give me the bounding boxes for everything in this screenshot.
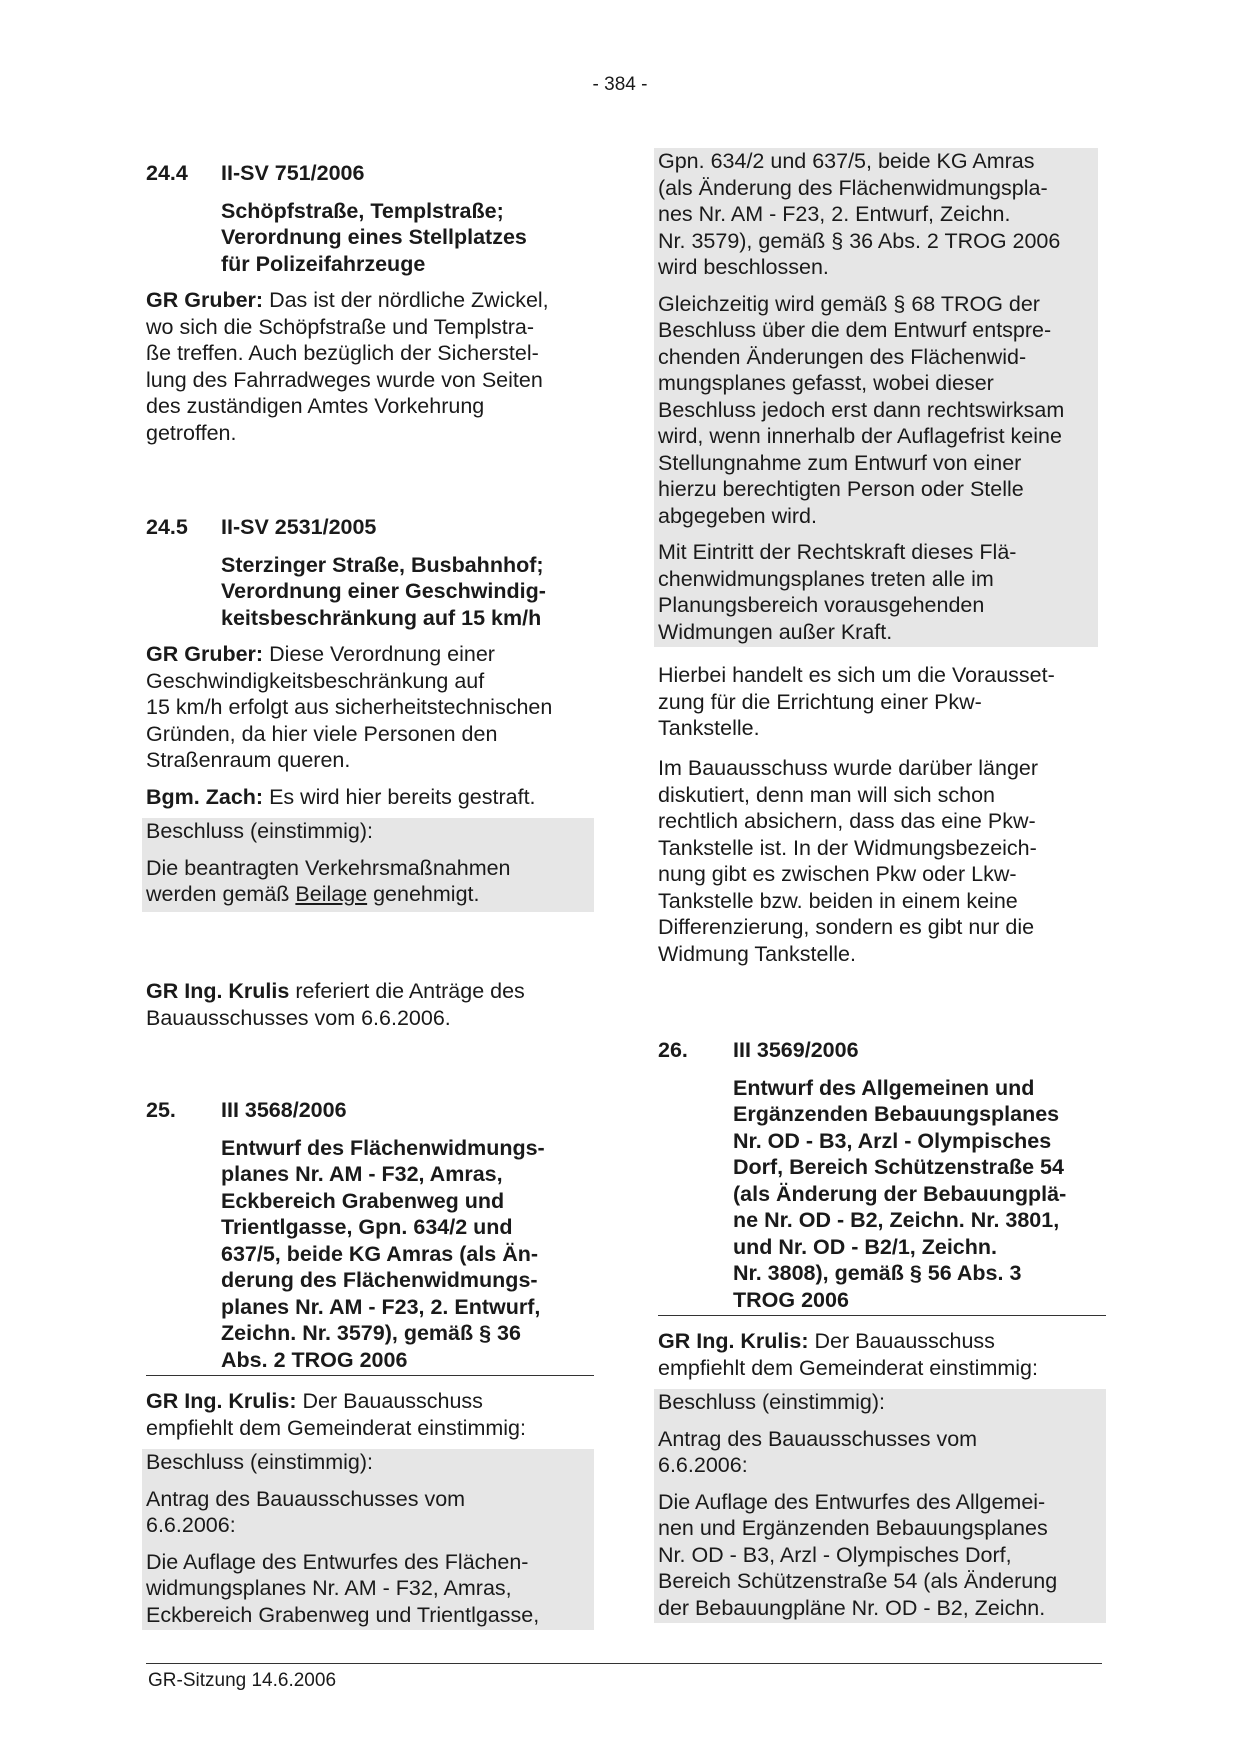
section-title xyxy=(221,198,590,278)
footer-text: GR-Sitzung 14.6.2006 xyxy=(148,1670,337,1691)
speech-paragraph xyxy=(658,1328,1102,1381)
speaker-name: GR Ing. Krulis: xyxy=(146,1389,297,1413)
text-line: chenwidmungsplanes treten alle im xyxy=(658,566,994,591)
text-line: empfiehlt dem Gemeinderat einstimmig: xyxy=(146,1415,526,1440)
text-line: Bauausschusses vom 6.6.2006. xyxy=(146,1005,451,1030)
text-line: ße treffen. Auch bezüglich der Sicherstel- xyxy=(146,341,539,365)
speaker-name: GR Gruber: xyxy=(146,288,264,312)
text-line: Die Auflage des Entwurfes des Allgemei- xyxy=(658,1489,1046,1514)
title-line: keitsbeschränkung auf 15 km/h xyxy=(221,605,542,630)
text-line: diskutiert, denn man will sich schon xyxy=(658,782,995,807)
text-line: wird beschlossen. xyxy=(658,255,829,279)
text-line: chenden Änderungen des Flächenwid- xyxy=(658,344,1027,369)
text-line: Im Bauausschuss wurde darüber länger xyxy=(658,756,1039,780)
title-line: Verordnung einer Geschwindig- xyxy=(221,579,546,603)
text-line: hierzu berechtigten Person oder Stelle xyxy=(658,477,1024,501)
title-line: Ergänzenden Bebauungsplanes xyxy=(733,1102,1060,1126)
resolution-label: Beschluss (einstimmig): xyxy=(146,1450,373,1474)
paragraph xyxy=(658,662,1102,742)
text-line: Mit Eintritt der Rechtskraft dieses Flä- xyxy=(658,540,1017,564)
title-line: (als Änderung der Bebauungplä- xyxy=(733,1181,1067,1206)
resolution-continuation xyxy=(654,148,1098,647)
section-code: III 3568/2006 xyxy=(221,1098,347,1122)
text-line: Das ist der nördliche Zwickel, xyxy=(269,288,549,312)
text-line: Tankstelle. xyxy=(658,716,760,740)
resolution-label: Beschluss (einstimmig): xyxy=(146,819,373,843)
section-heading xyxy=(658,1037,1102,1064)
section-25 xyxy=(146,1097,590,1630)
title-line: Eckbereich Grabenweg und xyxy=(221,1188,505,1213)
text-line: Nr. 3579), gemäß § 36 Abs. 2 TROG 2006 xyxy=(658,228,1061,253)
paragraph xyxy=(658,755,1102,967)
section-code: III 3569/2006 xyxy=(733,1038,859,1062)
attachment-link[interactable]: Beilage xyxy=(295,882,368,906)
text-line: Widmungen außer Kraft. xyxy=(658,619,893,644)
text-line: Stellungnahme zum Entwurf von einer xyxy=(658,450,1022,475)
text-line: Gpn. 634/2 und 637/5, beide KG Amras xyxy=(658,149,1035,173)
text-line: Planungsbereich vorausgehenden xyxy=(658,593,985,617)
text-line: Geschwindigkeitsbeschränkung auf xyxy=(146,668,485,693)
speech-paragraph xyxy=(146,784,590,811)
title-line: Nr. 3808), gemäß § 56 Abs. 3 xyxy=(733,1261,1022,1285)
title-line: Entwurf des Allgemeinen und xyxy=(733,1075,1035,1100)
text-line: 15 km/h erfolgt aus sicherheitstechnischen xyxy=(146,695,553,719)
text-line: abgegeben wird. xyxy=(658,503,817,528)
text-line: Gründen, da hier viele Personen den xyxy=(146,721,498,746)
section-24-4 xyxy=(146,160,590,446)
text-line: Widmung Tankstelle. xyxy=(658,941,856,966)
text-line: Straßenraum queren. xyxy=(146,748,351,772)
text-line: Tankstelle bzw. beiden in einem keine xyxy=(658,888,1018,913)
text-line: Gleichzeitig wird gemäß § 68 TROG der xyxy=(658,291,1040,316)
title-line: planes Nr. AM - F23, 2. Entwurf, xyxy=(221,1294,541,1319)
text-line: Tankstelle ist. In der Widmungsbezeich- xyxy=(658,835,1037,860)
text-line: Antrag des Bauausschusses vom xyxy=(146,1486,466,1511)
text-line: der Bebauungpläne Nr. OD - B2, Zeichn. xyxy=(658,1595,1046,1620)
title-line: derung des Flächenwidmungs- xyxy=(221,1268,538,1292)
title-line: Schöpfstraße, Templstraße; xyxy=(221,198,504,223)
title-line: ne Nr. OD - B2, Zeichn. Nr. 3801, xyxy=(733,1208,1060,1232)
speaker-name: GR Gruber: xyxy=(146,642,264,666)
text-line: Differenzierung, sondern es gibt nur die xyxy=(658,915,1035,939)
text-line: zung für die Errichtung einer Pkw- xyxy=(658,689,982,714)
text-line: Bereich Schützenstraße 54 (als Änderung xyxy=(658,1569,1058,1593)
text-line: (als Änderung des Flächenwidmungspla- xyxy=(658,175,1048,200)
section-code: II-SV 751/2006 xyxy=(221,161,365,185)
text-line: mungsplanes gefasst, wobei dieser xyxy=(658,371,994,395)
text-line: des zuständigen Amtes Vorkehrung xyxy=(146,394,485,418)
text-line: Der Bauausschuss xyxy=(814,1329,995,1353)
section-title xyxy=(221,552,590,632)
title-line: TROG 2006 xyxy=(733,1287,849,1312)
text-line: Beschluss jedoch erst dann rechtswirksam xyxy=(658,397,1065,422)
section-number: 25. xyxy=(146,1098,176,1122)
section-number: 24.4 xyxy=(146,161,188,185)
title-line: Verordnung eines Stellplatzes xyxy=(221,225,527,249)
title-line: Zeichn. Nr. 3579), gemäß § 36 xyxy=(221,1321,521,1345)
title-line: und Nr. OD - B2/1, Zeichn. xyxy=(733,1234,998,1259)
text-line: Beschluss über die dem Entwurf entspre- xyxy=(658,318,1052,342)
resolution-box xyxy=(142,1449,594,1630)
text-line: Die Auflage des Entwurfes des Flächen- xyxy=(146,1549,529,1574)
section-title xyxy=(221,1135,594,1374)
resolution-label: Beschluss (einstimmig): xyxy=(658,1390,885,1414)
section-code: II-SV 2531/2005 xyxy=(221,515,377,539)
text-line: Diese Verordnung einer xyxy=(269,642,495,666)
text-line: nung gibt es zwischen Pkw oder Lkw- xyxy=(658,862,1017,886)
text-line: Nr. OD - B3, Arzl - Olympisches Dorf, xyxy=(658,1542,1012,1567)
text-line: Hierbei handelt es sich um die Vorausset- xyxy=(658,663,1055,687)
speech-paragraph xyxy=(146,287,590,446)
title-line: 637/5, beide KG Amras (als Än- xyxy=(221,1241,539,1266)
section-number: 24.5 xyxy=(146,515,188,539)
resolution-box xyxy=(142,818,594,912)
title-line: für Polizeifahrzeuge xyxy=(221,251,426,276)
title-line: Entwurf des Flächenwidmungs- xyxy=(221,1135,545,1160)
text-line: referiert die Anträge des xyxy=(289,979,525,1003)
text-line: lung des Fahrradweges wurde von Seiten xyxy=(146,367,543,392)
text-line: nen und Ergänzenden Bebauungsplanes xyxy=(658,1516,1048,1540)
section-title xyxy=(733,1075,1106,1314)
text-line: 6.6.2006: xyxy=(146,1513,236,1537)
text-line: widmungsplanes Nr. AM - F32, Amras, xyxy=(146,1576,512,1600)
text-line: werden gemäß Beilage genehmigt. xyxy=(146,882,480,906)
title-line: Trientlgasse, Gpn. 634/2 und xyxy=(221,1215,513,1239)
speaker-name: GR Ing. Krulis xyxy=(146,979,290,1003)
text-line: 6.6.2006: xyxy=(658,1453,748,1477)
section-24-5 xyxy=(146,514,590,912)
text-line: wo sich die Schöpfstraße und Templstra- xyxy=(146,314,534,339)
speech-paragraph xyxy=(146,641,590,774)
title-line: Dorf, Bereich Schützenstraße 54 xyxy=(733,1155,1064,1179)
title-line: Nr. OD - B3, Arzl - Olympisches xyxy=(733,1128,1052,1153)
text-line: Die beantragten Verkehrsmaßnahmen xyxy=(146,855,511,880)
text-line: nes Nr. AM - F23, 2. Entwurf, Zeichn. xyxy=(658,202,1011,226)
resolution-box xyxy=(654,1389,1106,1623)
speaker-name: GR Ing. Krulis: xyxy=(658,1329,809,1353)
page-number: - 384 - xyxy=(592,74,648,95)
section-heading xyxy=(146,160,590,187)
text-line: Eckbereich Grabenweg und Trientlgasse, xyxy=(146,1602,540,1627)
text-line: wird, wenn innerhalb der Auflagefrist keine xyxy=(658,424,1062,448)
text-line: getroffen. xyxy=(146,420,237,445)
speaker-name: Bgm. Zach: xyxy=(146,784,264,809)
speech-paragraph xyxy=(146,1388,590,1441)
section-26 xyxy=(658,1037,1102,1623)
text-line: empfiehlt dem Gemeinderat einstimmig: xyxy=(658,1355,1038,1380)
title-line: Sterzinger Straße, Busbahnhof; xyxy=(221,552,544,577)
text-line: Der Bauausschuss xyxy=(302,1389,483,1413)
text-line: Es wird hier bereits gestraft. xyxy=(269,784,536,809)
text-line: Antrag des Bauausschusses vom xyxy=(658,1426,978,1451)
title-line: planes Nr. AM - F32, Amras, xyxy=(221,1162,503,1186)
text-line: rechtlich absichern, dass das eine Pkw- xyxy=(658,809,1036,833)
section-number: 26. xyxy=(658,1038,688,1062)
footer-divider xyxy=(146,1663,1102,1664)
section-heading xyxy=(146,1097,590,1124)
krulis-intro xyxy=(146,978,590,1031)
section-heading xyxy=(146,514,590,541)
title-line: Abs. 2 TROG 2006 xyxy=(221,1347,408,1372)
